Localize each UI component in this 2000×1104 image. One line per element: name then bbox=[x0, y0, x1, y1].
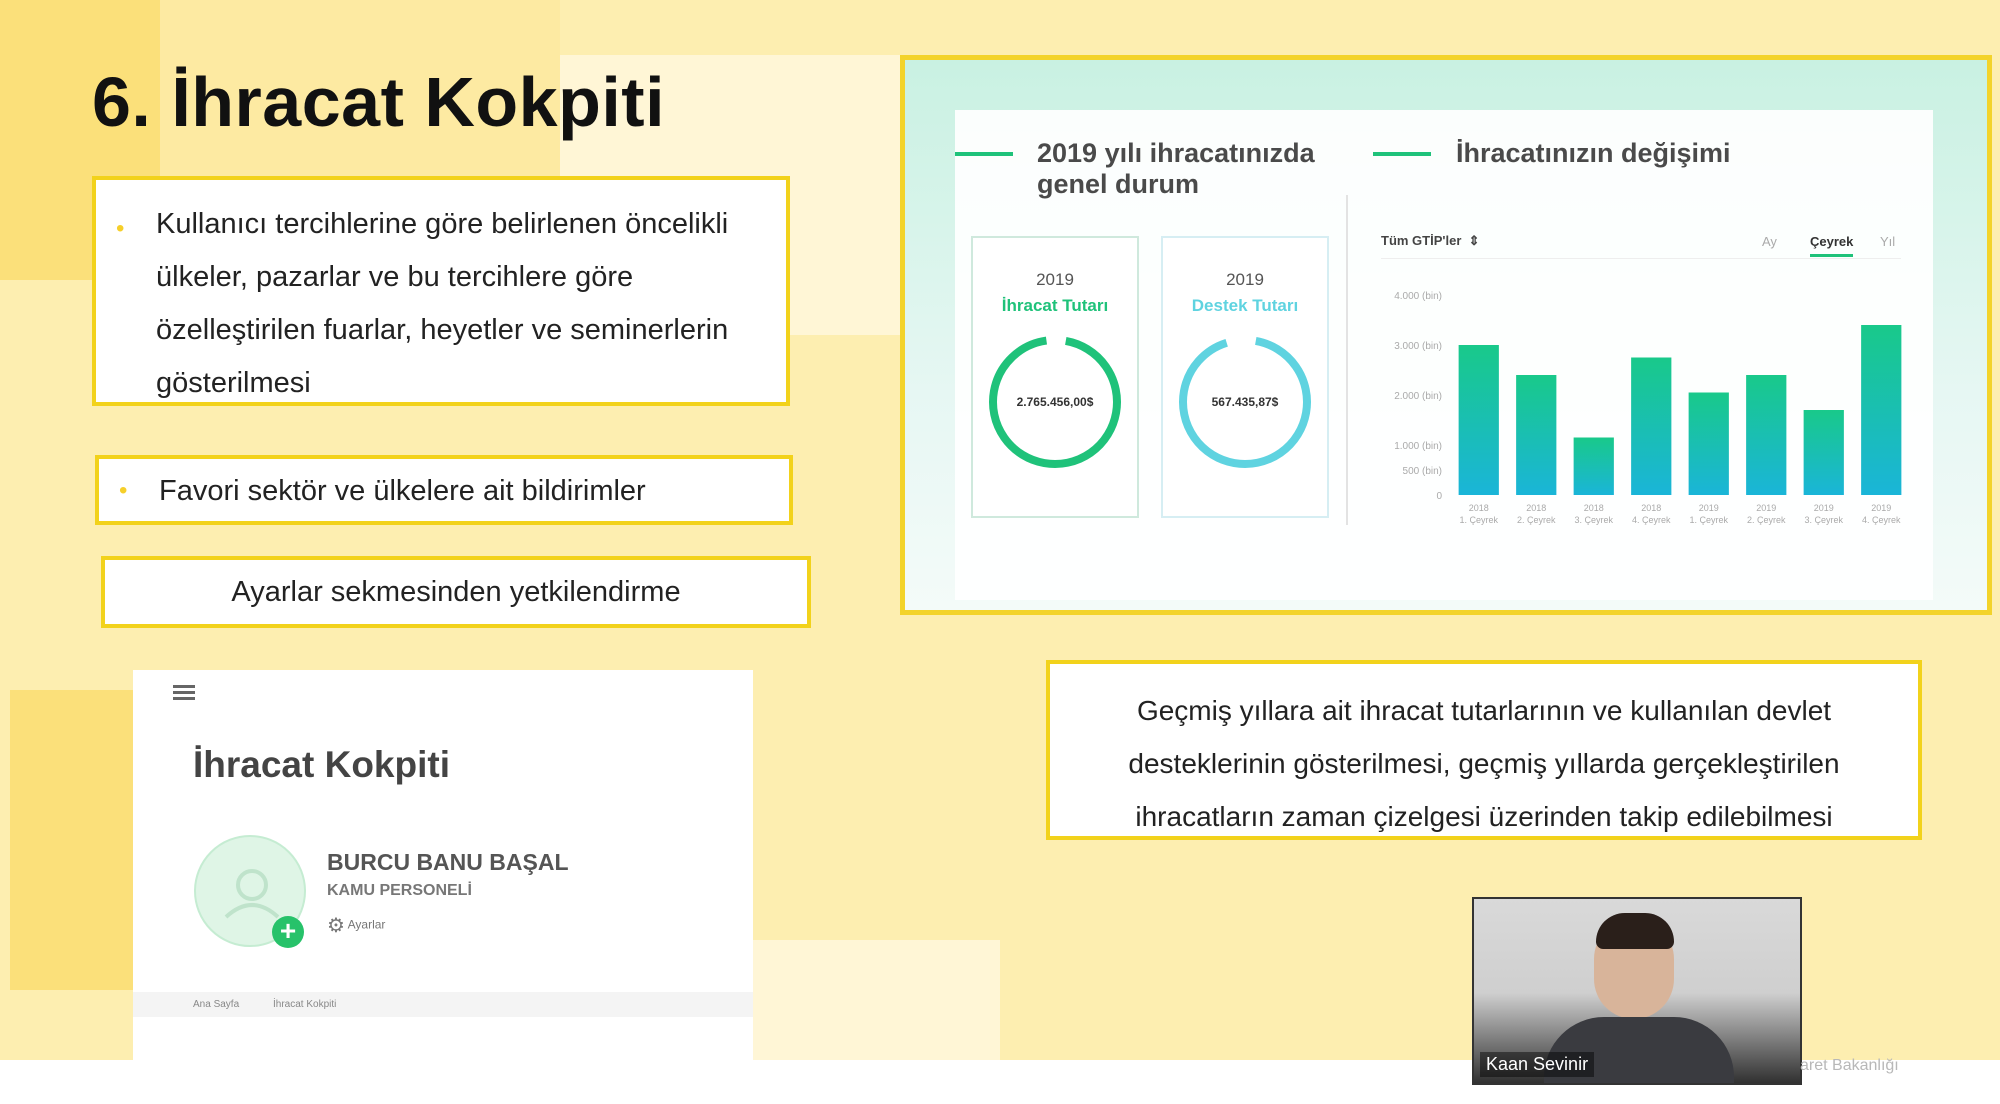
sort-arrows-icon: ⇕ bbox=[1465, 233, 1480, 248]
y-tick-label: 2.000 (bin) bbox=[1394, 391, 1442, 402]
bullet-text: Favori sektör ve ülkelere ait bildirimler bbox=[159, 475, 646, 507]
heading-line: 2019 yılı ihracatınızda bbox=[1037, 138, 1315, 168]
gear-icon: ⚙ bbox=[327, 915, 345, 937]
x-tick-year: 2019 bbox=[1756, 503, 1777, 513]
bullet-box-preferences bbox=[92, 176, 790, 406]
caption-line: desteklerinin gösterilmesi, geçmiş yıllarda gerçekleştirilen bbox=[1128, 748, 1840, 779]
heading-line: genel durum bbox=[1037, 169, 1200, 199]
export-amount-ring bbox=[985, 332, 1125, 472]
tab-month[interactable]: Ay bbox=[1762, 234, 1777, 249]
card-year: 2019 bbox=[1226, 270, 1264, 289]
x-tick-quarter: 3. Çeyrek bbox=[1574, 515, 1614, 525]
divider bbox=[1346, 195, 1348, 525]
y-tick-label: 0 bbox=[1436, 491, 1442, 502]
caption-line: Geçmiş yıllara ait ihracat tutarlarının ve kullanılan devlet bbox=[1136, 695, 1832, 726]
card-label: İhracat Tutarı bbox=[1001, 296, 1109, 315]
x-tick-quarter: 4. Çeyrek bbox=[1631, 515, 1671, 525]
chart-bar[interactable] bbox=[1631, 358, 1671, 496]
card-value: 2.765.456,00$ bbox=[1016, 395, 1094, 409]
x-tick-year: 2019 bbox=[1698, 503, 1719, 513]
user-role: KAMU PERSONELİ bbox=[327, 882, 472, 899]
x-tick-quarter: 3. Çeyrek bbox=[1804, 515, 1844, 525]
breadcrumb-item-current: İhracat Kokpiti bbox=[273, 999, 337, 1010]
chart-bar[interactable] bbox=[1861, 325, 1901, 495]
bullet-dot: • bbox=[119, 477, 128, 504]
bullet-text: Kullanıcı tercihlerine göre belirlenen öncelikli ülkeler, pazarlar ve bu tercihlere göre özelleştirilen fuarlar, heyetler ve seminerlerin gösterilmesi bbox=[156, 208, 729, 399]
support-amount-card bbox=[1161, 236, 1329, 518]
x-tick-quarter: 1. Çeyrek bbox=[1459, 515, 1499, 525]
x-tick-year: 2018 bbox=[1526, 503, 1547, 513]
y-tick-label: 4.000 (bin) bbox=[1394, 291, 1442, 302]
participant-name: Kaan Sevinir bbox=[1480, 1052, 1594, 1077]
x-tick-year: 2019 bbox=[1871, 503, 1892, 513]
y-tick-label: 500 (bin) bbox=[1402, 466, 1442, 477]
participant-hair bbox=[1596, 913, 1674, 949]
general-status-heading bbox=[1037, 138, 1315, 200]
x-tick-quarter: 2. Çeyrek bbox=[1516, 515, 1556, 525]
x-tick-year: 2018 bbox=[1641, 503, 1662, 513]
profile-page-title: İhracat Kokpiti bbox=[193, 744, 450, 785]
hamburger-menu-icon[interactable] bbox=[173, 682, 195, 703]
x-tick-year: 2018 bbox=[1583, 503, 1604, 513]
tab-year[interactable]: Yıl bbox=[1880, 234, 1896, 249]
decor-block bbox=[10, 690, 135, 990]
export-amount-card bbox=[971, 236, 1139, 518]
decor-block bbox=[750, 940, 1000, 1065]
bullet-dot: • bbox=[116, 215, 125, 242]
export-change-heading: İhracatınızın değişimi bbox=[1456, 138, 1731, 168]
settings-authorization-box: Ayarlar sekmesinden yetkilendirme bbox=[101, 556, 811, 628]
card-value: 567.435,87$ bbox=[1211, 395, 1279, 409]
x-tick-year: 2018 bbox=[1468, 503, 1489, 513]
heading-accent-line bbox=[1373, 152, 1431, 156]
filter-label: Tüm GTİP'ler bbox=[1381, 233, 1462, 248]
slide-title: 6. İhracat Kokpiti bbox=[92, 63, 666, 141]
chart-bar[interactable] bbox=[1746, 375, 1786, 495]
x-tick-quarter: 4. Çeyrek bbox=[1861, 515, 1901, 525]
add-photo-button[interactable]: + bbox=[272, 916, 304, 948]
card-year: 2019 bbox=[1036, 270, 1074, 289]
tab-quarter[interactable]: Çeyrek bbox=[1810, 234, 1853, 257]
card-label: Destek Tutarı bbox=[1191, 296, 1299, 315]
chart-bar[interactable] bbox=[1689, 393, 1729, 496]
participant-video-tile[interactable] bbox=[1472, 897, 1802, 1085]
x-tick-quarter: 2. Çeyrek bbox=[1746, 515, 1786, 525]
y-tick-label: 1.000 (bin) bbox=[1394, 441, 1442, 452]
gtip-filter-dropdown[interactable] bbox=[1381, 233, 1480, 249]
export-change-bar-chart bbox=[1370, 275, 1915, 545]
x-tick-quarter: 1. Çeyrek bbox=[1689, 515, 1729, 525]
caption-line: ihracatların zaman çizelgesi üzerinden takip edilebilmesi bbox=[1135, 801, 1833, 832]
chart-bar[interactable] bbox=[1574, 438, 1614, 496]
chart-bar[interactable] bbox=[1459, 345, 1499, 495]
support-amount-ring bbox=[1175, 332, 1315, 472]
chart-bar[interactable] bbox=[1804, 410, 1844, 495]
y-tick-label: 3.000 (bin) bbox=[1394, 341, 1442, 352]
bullet-box-notifications bbox=[95, 455, 793, 525]
chart-bar[interactable] bbox=[1516, 375, 1556, 495]
user-name: BURCU BANU BAŞAL bbox=[327, 849, 569, 875]
settings-link-label: Ayarlar bbox=[347, 917, 386, 932]
x-tick-year: 2019 bbox=[1813, 503, 1834, 513]
heading-accent-line bbox=[955, 152, 1013, 156]
footer-ministry-text: aret Bakanlığı bbox=[1800, 1057, 1899, 1074]
history-caption-box bbox=[1046, 660, 1922, 840]
divider bbox=[1381, 258, 1901, 259]
breadcrumb-item-home[interactable]: Ana Sayfa bbox=[193, 999, 240, 1010]
settings-link[interactable] bbox=[327, 913, 385, 938]
